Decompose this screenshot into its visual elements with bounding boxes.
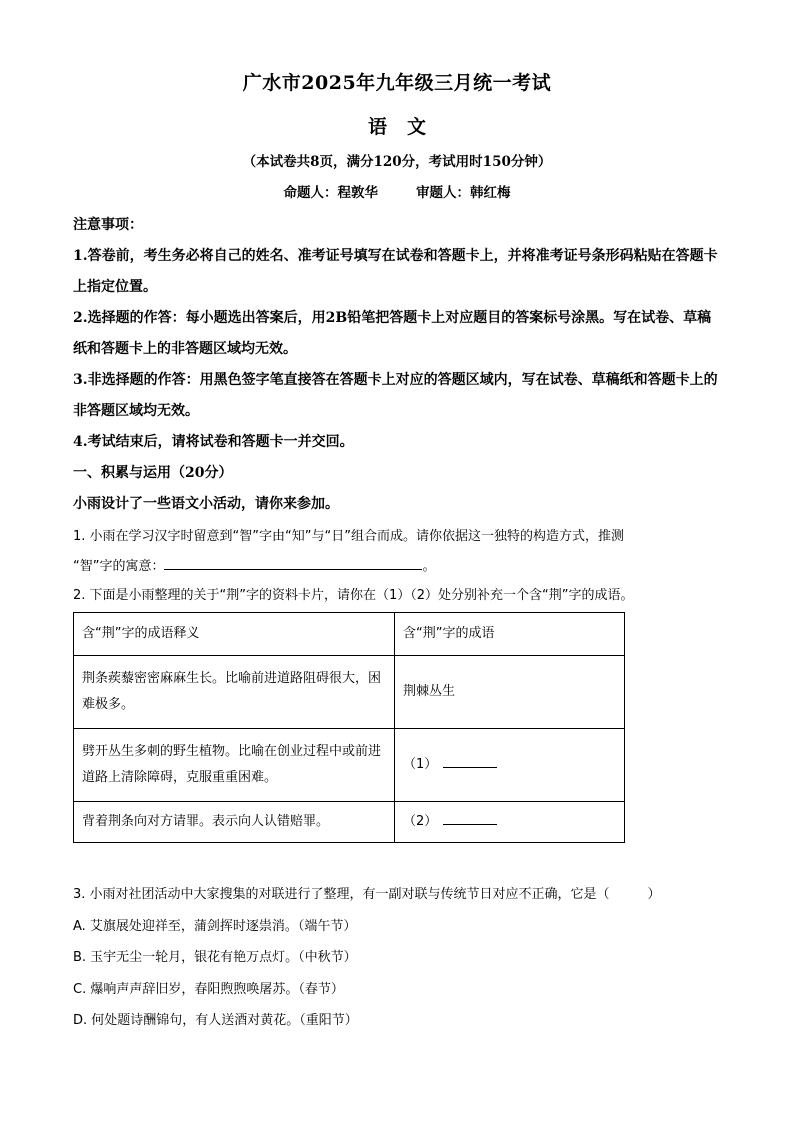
question-3-stem-end: ） xyxy=(647,887,661,902)
answer-blank[interactable] xyxy=(443,753,497,768)
option-b: B. 玉宇无尘一轮月，银花有艳万点灯。（中秋节） xyxy=(73,950,357,965)
table-header: 含“荆”字的成语 xyxy=(395,613,625,656)
section-heading: 一、积累与运用（20分） xyxy=(73,465,233,481)
option-c: C. 爆响声声辞旧岁，春阳煦煦唤屠苏。（春节） xyxy=(73,981,344,997)
notice-item: 1.答卷前，考生务必将自己的姓名、准考证号填写在试卷和答题卡上，并将准考证号条形码粘贴在答题卡上指定位置。 xyxy=(73,248,718,295)
question-3-stem xyxy=(73,879,733,911)
question-3-stem-text: 3. 小雨对社团活动中大家搜集的对联进行了整理，有一副对联与传统节日对应不正确，它是（ xyxy=(73,887,610,902)
table-header-row xyxy=(74,613,625,656)
notice-item: 4.考试结束后，请将试卷和答题卡一并交回。 xyxy=(73,434,354,450)
idiom-meaning: 背着荆条向对方请罪。表示向人认错赔罪。 xyxy=(74,802,395,843)
authors-line xyxy=(0,181,794,201)
option-d: D. 何处题诗酬锦句，有人送酒对黄花。（重阳节） xyxy=(73,1013,358,1028)
notice-block xyxy=(73,210,723,520)
question-1-answer-line xyxy=(73,552,733,582)
reviewer-name: 审题人：韩红梅 xyxy=(416,185,511,201)
question-2-stem: 2. 下面是小雨整理的关于“荆”字的资料卡片，请你在（1）（2）处分别补充一个含“荆”字的成语。 xyxy=(73,588,634,603)
setter-name: 命题人：程敦华 xyxy=(283,185,378,201)
question-1-prompt: “智”字的寓意： xyxy=(73,559,165,574)
question-1-stem: 1. 小雨在学习汉字时留意到“智”字由“知”与“日”组合而成。请你依据这一独特的构造方式，推测 xyxy=(73,529,624,544)
blank-label: （2） xyxy=(403,814,438,829)
answer-blank[interactable] xyxy=(164,555,422,570)
subject-heading: 语文 xyxy=(367,116,446,138)
idiom-meaning: 劈开丛生多刺的野生植物。比喻在创业过程中或前进道路上清除障碍，克服重重困难。 xyxy=(74,729,395,802)
table-header: 含“荆”字的成语释义 xyxy=(74,613,395,656)
question-1 xyxy=(73,522,733,582)
question-3 xyxy=(73,879,733,1037)
table-row xyxy=(74,729,625,802)
exam-info: （本试卷共8页，满分120分，考试用时150分钟） xyxy=(242,154,552,170)
notice-item: 3.非选择题的作答：用黑色签字笔直接答在答题卡上对应的答题区域内，写在试卷、草稿纸和答题卡上的非答题区域均无效。 xyxy=(73,372,718,419)
idiom-cell: 荆棘丛生 xyxy=(395,656,625,729)
idiom-meaning: 荆条蒺藜密密麻麻生长。比喻前进道路阻碍很大，困难极多。 xyxy=(74,656,395,729)
notice-item: 2.选择题的作答：每小题选出答案后，用2B铅笔把答题卡上对应题目的答案标号涂黑。写在试卷、草稿纸和答题卡上的非答题区域均无效。 xyxy=(73,310,712,357)
idiom-cell xyxy=(395,729,625,802)
question-1-end: 。 xyxy=(422,559,436,574)
section-intro: 小雨设计了一些语文小活动，请你来参加。 xyxy=(73,496,339,512)
table-row xyxy=(74,656,625,729)
notice-heading: 注意事项： xyxy=(73,217,143,233)
table-row xyxy=(74,802,625,843)
page-title: 广水市2025年九年级三月统一考试 xyxy=(242,72,552,94)
blank-label: （1） xyxy=(403,757,438,772)
option-a: A. 艾旗展处迎祥至，蒲剑挥时逐祟消。（端午节） xyxy=(73,918,357,934)
answer-blank[interactable] xyxy=(443,810,497,825)
idiom-card-table xyxy=(73,612,625,843)
idiom-cell xyxy=(395,802,625,843)
